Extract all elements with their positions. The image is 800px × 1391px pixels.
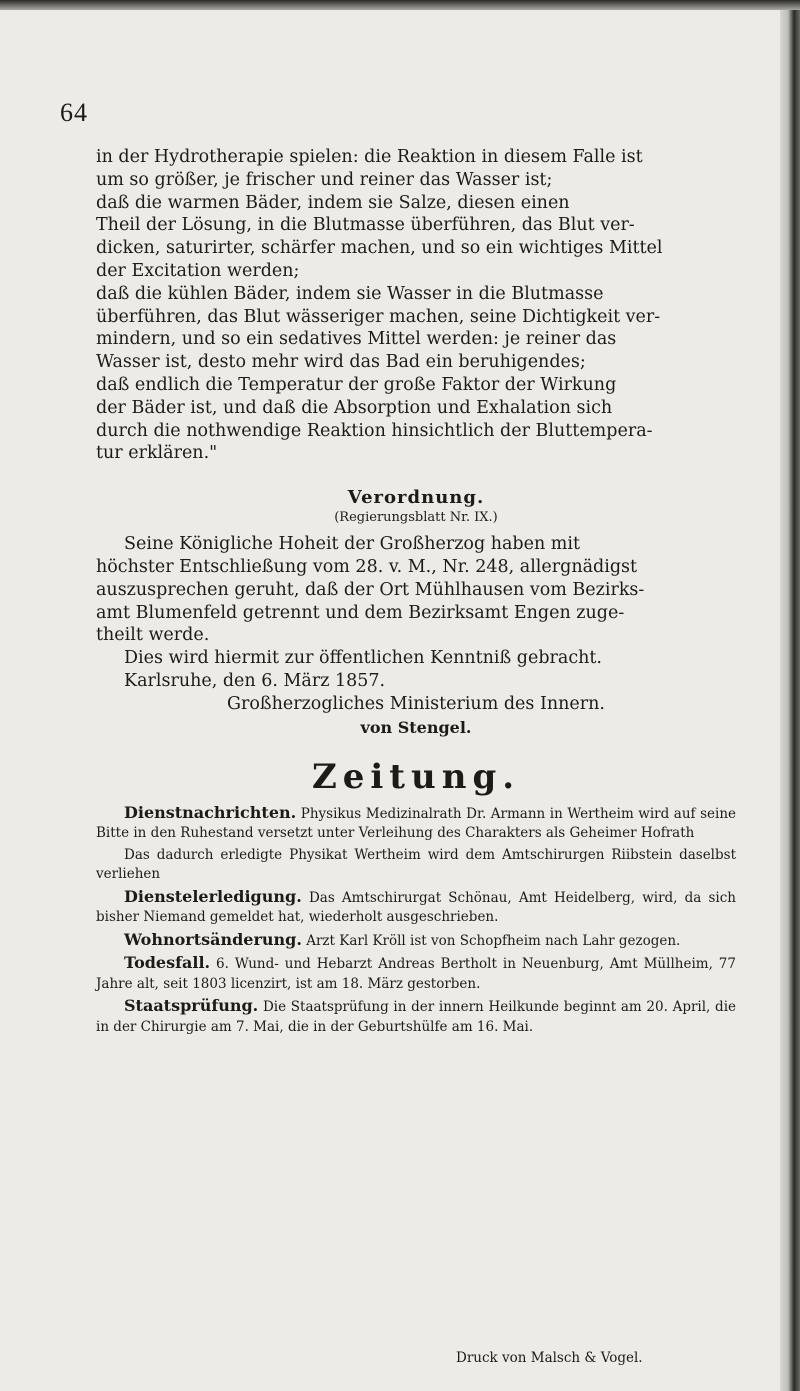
ordinance-body xyxy=(96,533,736,715)
text-line: tur erklären." xyxy=(96,443,218,464)
news-item xyxy=(96,953,736,994)
text-line: daß endlich die Temperatur der große Faktor der Wirkung xyxy=(96,374,617,395)
news-item xyxy=(96,803,736,844)
news-item-text: Das Amtschirurgat Schönau, Amt Heidelberg, wird, da sich bisher Niemand gemeldet hat, wiederholt ausgeschrieben. xyxy=(96,889,736,926)
text-line: daß die kühlen Bäder, indem sie Wasser in die Blutmasse xyxy=(96,283,604,304)
top-edge-shadow xyxy=(0,0,800,10)
text-line: theilt werde. xyxy=(96,625,210,646)
ordinance-signature: von Stengel. xyxy=(360,717,472,737)
text-line: in der Hydrotherapie spielen: die Reaktion in diesem Falle ist xyxy=(96,147,643,167)
text-line: dicken, saturirter, schärfer machen, und so ein wichtiges Mittel xyxy=(96,238,663,259)
text-line: durch die nothwendige Reaktion hinsichtlich der Bluttempera- xyxy=(96,420,653,441)
opening-paragraph xyxy=(96,146,736,465)
ordinance-source: (Regierungsblatt Nr. IX.) xyxy=(334,510,498,526)
text-line: der Excitation werden; xyxy=(96,260,300,281)
page-edge-shadow xyxy=(780,0,800,1391)
ordinance-notice: Dies wird hiermit zur öffentlichen Kenntniß gebracht. xyxy=(124,648,602,669)
text-line: Seine Königliche Hoheit der Großherzog haben mit xyxy=(124,534,581,555)
news-item-text: 6. Wund- und Hebarzt Andreas Bertholt in Neuenburg, Amt Müllheim, 77 Jahre alt, seit 1803 licenzirt, ist am 18. März gestorben. xyxy=(96,956,736,992)
ordinance-title: Verordnung. xyxy=(347,487,485,509)
news-item-text: Das dadurch erledigte Physikat Wertheim wird dem Amtschirurgen Riibstein daselbst verliehen xyxy=(96,846,736,883)
text-line: daß die warmen Bäder, indem sie Salze, diesen einen xyxy=(96,192,570,213)
news-item-heading: Staatsprüfung. xyxy=(124,996,259,1016)
news-item-heading: Dienstnachrichten. xyxy=(124,802,297,822)
page-number: 64 xyxy=(60,98,88,127)
text-line: höchster Entschließung vom 28. v. M., Nr. 248, allergnädigst xyxy=(96,556,638,577)
news-item-heading: Todesfall. xyxy=(124,953,211,973)
text-line: auszusprechen geruht, daß der Ort Mühlhausen vom Bezirks- xyxy=(96,579,645,600)
page-content xyxy=(96,146,736,1039)
news-item-text: Die Staatsprüfung in der innern Heilkunde beginnt am 20. April, die in der Chirurgie am 7. Mai, die in der Geburtshülfe am 16. Mai. xyxy=(96,999,736,1035)
news-item xyxy=(96,846,736,885)
news-item xyxy=(96,996,736,1037)
news-item-text: Arzt Karl Kröll ist von Schopfheim nach Lahr gezogen. xyxy=(306,932,681,949)
text-line: Theil der Lösung, in die Blutmasse überführen, das Blut ver- xyxy=(96,215,635,236)
text-line: der Bäder ist, und daß die Absorption und Exhalation sich xyxy=(96,397,613,418)
text-line: mindern, und so ein sedatives Mittel werden: je reiner das xyxy=(96,329,617,350)
ordinance-place-date: Karlsruhe, den 6. März 1857. xyxy=(124,670,386,691)
news-item xyxy=(96,930,736,952)
news-item-heading: Dienstelerledigung. xyxy=(124,886,302,906)
news-item xyxy=(96,887,736,928)
newspaper-section-title: Zeitung. xyxy=(311,756,521,797)
ordinance-ministry: Großherzogliches Ministerium des Innern. xyxy=(227,693,605,714)
news-item-text: Physikus Medizinalrath Dr. Armann in Wertheim wird auf seine Bitte in den Ruhestand versetzt unter Verleihung des Charakters als Geheimer Hofrath xyxy=(96,805,737,842)
text-line: überführen, das Blut wässeriger machen, seine Dichtigkeit ver- xyxy=(96,306,661,327)
news-item-heading: Wohnortsänderung. xyxy=(124,929,302,949)
text-line: amt Blumenfeld getrennt und dem Bezirksamt Engen zuge- xyxy=(96,602,625,623)
printer-imprint: Druck von Malsch & Vogel. xyxy=(456,1350,643,1366)
text-line: Wasser ist, desto mehr wird das Bad ein beruhigendes; xyxy=(96,352,586,373)
text-line: um so größer, je frischer und reiner das Wasser ist; xyxy=(96,169,553,190)
